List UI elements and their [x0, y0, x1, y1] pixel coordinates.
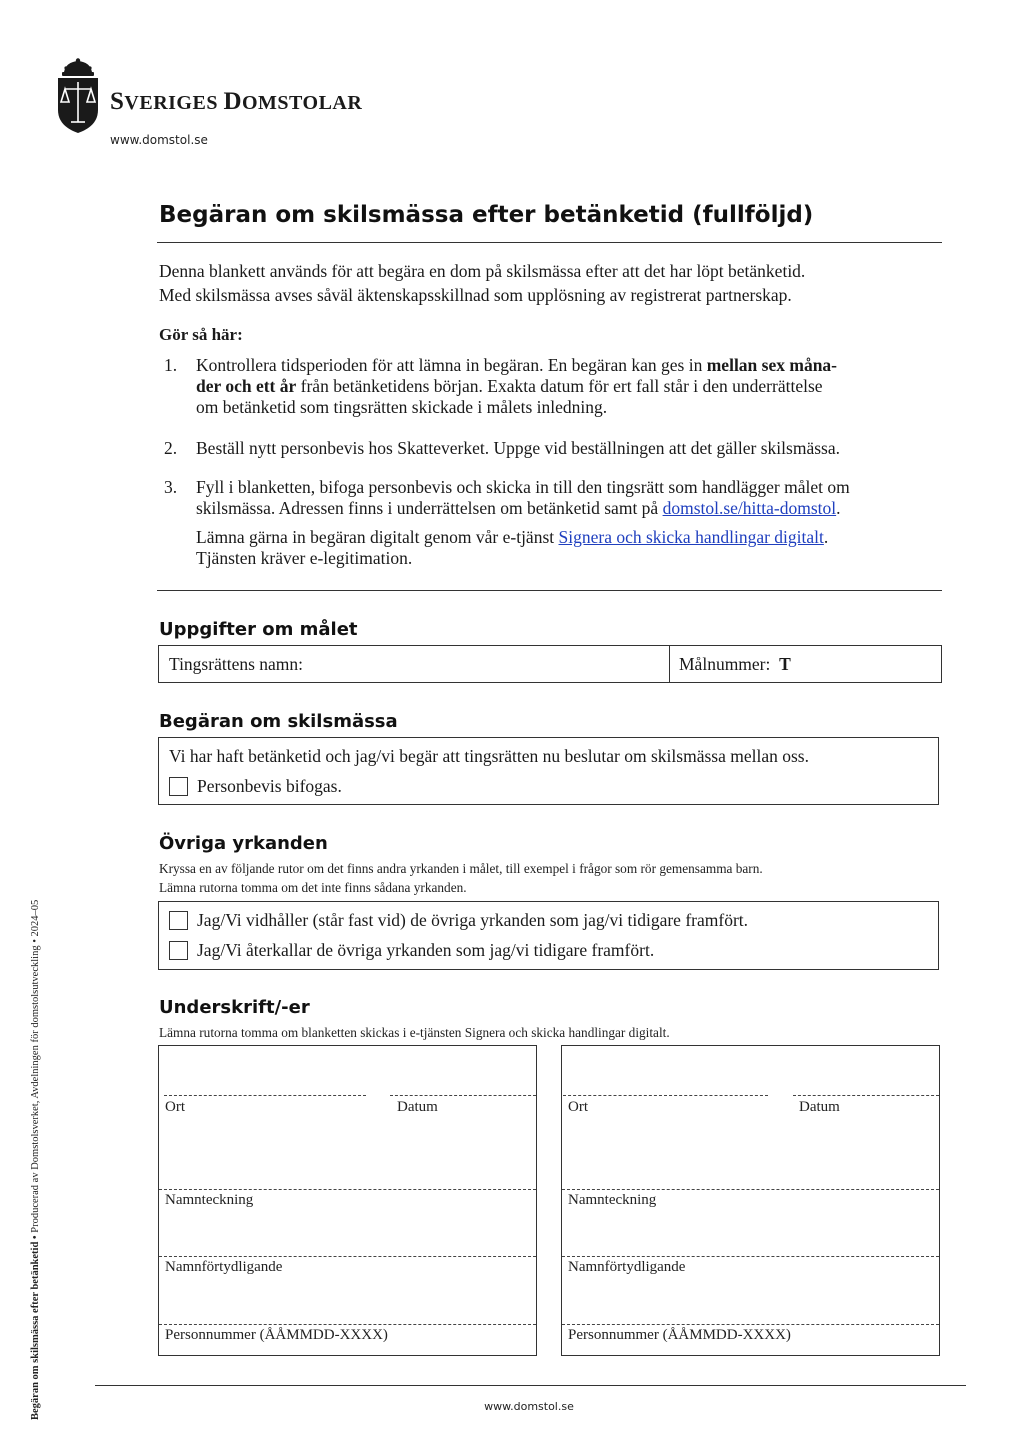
name-field[interactable]: [562, 1256, 939, 1257]
instructions-divider: [157, 590, 942, 591]
divorce-request-heading: Begäran om skilsmässa: [159, 711, 398, 732]
document-side-note: Begäran om skilsmässa efter betänketid • Producerad av Domstolsverket, Avdelningen för domstolsutveckling • 2024–05: [30, 899, 41, 1420]
id-number-field[interactable]: [159, 1324, 536, 1325]
place-label: Ort: [165, 1099, 185, 1115]
signatures-heading: Underskrift/-er: [159, 997, 310, 1018]
id-number-label: Personnummer (ÅÅMMDD-XXXX): [165, 1327, 388, 1343]
case-number-field[interactable]: Målnummer: T: [679, 654, 791, 674]
signature-label: Namnteckning: [165, 1192, 254, 1208]
e-service-link[interactable]: Signera och skicka handlingar digitalt: [558, 527, 824, 547]
other-claims-note-2: Lämna rutorna tomma om det inte finns sådana yrkanden.: [159, 880, 467, 895]
instruction-number: 1.: [164, 355, 178, 375]
find-court-link[interactable]: domstol.se/hitta-domstol: [662, 498, 837, 518]
signature-field[interactable]: [159, 1189, 536, 1190]
date-label: Datum: [799, 1099, 840, 1115]
brand-url: www.domstol.se: [110, 133, 208, 147]
court-name-label: Tingsrättens namn:: [169, 654, 304, 674]
place-field[interactable]: [563, 1095, 768, 1096]
page-title: Begäran om skilsmässa efter betänketid (fullföljd): [159, 202, 814, 228]
divorce-request-box: [158, 737, 939, 805]
withdraw-claims-checkbox[interactable]: [169, 941, 188, 960]
name-field[interactable]: [159, 1256, 536, 1257]
intro-line-1: Denna blankett används för att begära en dom på skilsmässa efter att det har löpt betänketid.: [159, 261, 806, 281]
name-label: Namnförtydligande: [568, 1259, 686, 1275]
signature-label: Namnteckning: [568, 1192, 657, 1208]
id-number-label: Personnummer (ÅÅMMDD-XXXX): [568, 1327, 791, 1343]
withdraw-claims-label: Jag/Vi återkallar de övriga yrkanden som jag/vi tidigare framfört.: [197, 940, 655, 960]
attachment-checkbox[interactable]: [169, 777, 188, 796]
date-field[interactable]: [390, 1095, 536, 1096]
other-claims-note-1: Kryssa en av följande rutor om det finns andra yrkanden i målet, till exempel i frågor som rör gemensamma barn.: [159, 861, 763, 876]
id-number-field[interactable]: [562, 1324, 939, 1325]
name-label: Namnförtydligande: [165, 1259, 283, 1275]
other-claims-box: [158, 901, 939, 970]
brand-name: SVERIGES DOMSTOLAR: [110, 88, 363, 115]
footer-divider: [95, 1385, 966, 1386]
signature-box-2: [561, 1045, 940, 1356]
maintain-claims-label: Jag/Vi vidhåller (står fast vid) de övriga yrkanden som jag/vi tidigare framfört.: [197, 910, 749, 930]
court-crest-logo: [56, 58, 100, 134]
signatures-note: Lämna rutorna tomma om blanketten skickas i e-tjänsten Signera och skicka handlingar digitalt.: [159, 1025, 670, 1040]
maintain-claims-checkbox[interactable]: [169, 911, 188, 930]
other-claims-heading: Övriga yrkanden: [159, 833, 328, 854]
signature-box-1: [158, 1045, 537, 1356]
signature-field[interactable]: [562, 1189, 939, 1190]
place-label: Ort: [568, 1099, 588, 1115]
case-info-box: [158, 645, 942, 683]
divorce-statement: Vi har haft betänketid och jag/vi begär att tingsrätten nu beslutar om skilsmässa mellan oss.: [169, 746, 809, 766]
instructions-heading: Gör så här:: [159, 325, 243, 344]
attachment-label: Personbevis bifogas.: [197, 776, 342, 796]
intro-line-2: Med skilsmässa avses såväl äktenskapsskillnad som upplösning av registrerat partnerskap.: [159, 285, 792, 305]
footer-url: www.domstol.se: [484, 1400, 574, 1413]
date-label: Datum: [397, 1099, 438, 1115]
place-field[interactable]: [164, 1095, 366, 1096]
case-info-divider: [669, 646, 670, 682]
case-info-heading: Uppgifter om målet: [159, 619, 358, 640]
title-divider: [157, 242, 942, 243]
date-field[interactable]: [793, 1095, 939, 1096]
